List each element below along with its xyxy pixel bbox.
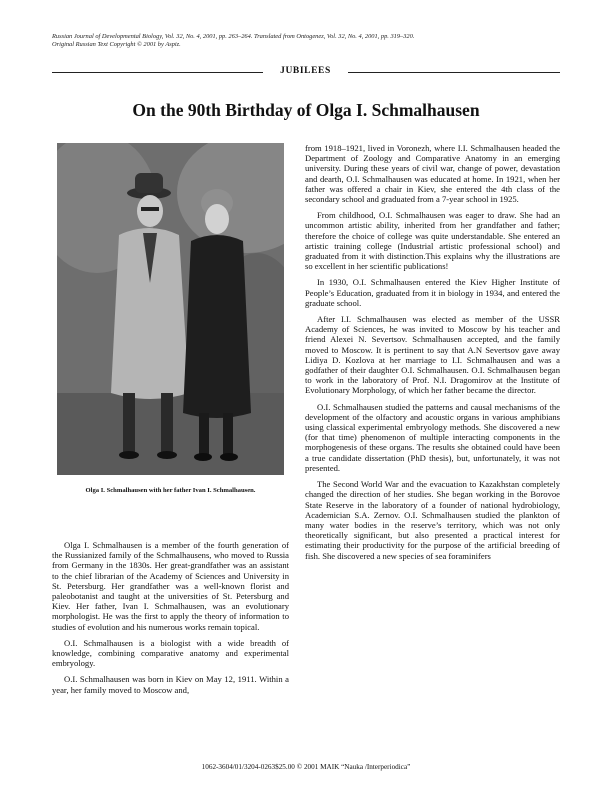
paragraph: From childhood, O.I. Schmalhausen was eager to draw. She had an uncommon artistic ability, inherited from her grandfather and father; therefore the choice of college was quite understandable. She entered an artistic training college (Industrial artistic professional school) and graduated from it with distinction.This explains why the illustrations are so excellent in her scientific publications! bbox=[305, 210, 560, 272]
photo-illustration bbox=[57, 143, 284, 475]
left-column bbox=[52, 540, 289, 701]
header-rule-right bbox=[348, 72, 560, 73]
portrait-photo bbox=[57, 143, 284, 475]
paragraph: Olga I. Schmalhausen is a member of the fourth generation of the Russianized family of the Schmalhausens, who moved to Russia from Germany in the 1830s. Her great-grandfather was an assistant to the chief librarian of the Academy of Sciences and University in St. Petersburg. Her grandfather was a well-known florist and paleobotanist and taught at the universities of St. Petersburg and Kiev. Her father, Ivan I. Schmalhausen, was an evolutionary morphologist. He was the first to apply the theory of information to studies of evolution and his numerous works remain topical. bbox=[52, 540, 289, 632]
header-rule-left bbox=[52, 72, 263, 73]
paragraph: from 1918–1921, lived in Voronezh, where I.I. Schmalhausen headed the Department of Zoology and Comparative Anatomy in an emerging university. During these years of civil war, change of power, devastation and dearth, O.I. Schmalhausen was educated at home. In 1921, when her father was offered a chair in Kiev, she entered the 4th class of the secondary school and graduated from a 7-year school in 1925. bbox=[305, 143, 560, 205]
paragraph: After I.I. Schmalhausen was elected as member of the USSR Academy of Sciences, he was invited to Moscow by his teacher and friend Alexei N. Severtsov. Schmalhausen accepted, and the family moved to Moscow. It is pertinent to say that A.N Severtsov gave away Lidiya D. Kozlova at her marriage to I.I. Schmalhausen and was a godfather of their daughter O.I. Schmalhausen. O.I. Schmalhausen began to work in the laboratory of Prof. N.I. Dragomirov at the Institute of Evolutionary Morphology, of which her father became the director. bbox=[305, 314, 560, 396]
paragraph: The Second World War and the evacuation to Kazakhstan completely changed the direction of her studies. She began working in the Borovoe State Reserve in the laboratory of a founder of national hydrobiology, Academician S.A. Zernov. O.I. Schmalhausen studied the plankton of many water bodies in the reserve’s territory, which was not only theoretically significant, but also presented a practical interest for estimating their productivity for the purpose of the artificial breeding of fish. She discovered a new species of sea foraminifers bbox=[305, 479, 560, 561]
citation-line-2: Original Russian Text Copyright © 2001 by Aspiz. bbox=[52, 41, 181, 49]
citation-line-1: Russian Journal of Developmental Biology, Vol. 32, No. 4, 2001, pp. 263–264. Translated from Ontogenez, Vol. 32, No. 4, 2001, pp. 319–320. bbox=[52, 33, 415, 40]
photo-caption: Olga I. Schmalhausen with her father Ivan I. Schmalhausen. bbox=[85, 487, 256, 494]
paragraph: O.I. Schmalhausen studied the patterns and causal mechanisms of the development of the olfactory and acoustic organs in various amphibians using classical experimental embryology methods. She discovered a new (for that time) phenomenon of multiple interacting components in the morphogenesis of these organs. The results she obtained could have been a true candidate dissertation (PhD thesis), but, unfortunately, it was not presented. bbox=[305, 401, 560, 473]
page-footer: 1062-3604/01/3204-0263$25.00 © 2001 MAIK “Nauka /Interperiodica” bbox=[201, 763, 411, 771]
article-title: On the 90th Birthday of Olga I. Schmalhausen bbox=[132, 100, 480, 120]
citation-block bbox=[52, 33, 572, 50]
section-label: JUBILEES bbox=[280, 66, 331, 76]
paragraph: In 1930, O.I. Schmalhausen entered the Kiev Higher Institute of People’s Education, graduated from it in biology in 1934, and entered the graduate school. bbox=[305, 277, 560, 308]
paragraph: O.I. Schmalhausen was born in Kiev on May 12, 1911. Within a year, her family moved to Moscow and, bbox=[52, 674, 289, 695]
right-column bbox=[305, 143, 560, 567]
paragraph: O.I. Schmalhausen is a biologist with a wide breadth of knowledge, combining comparative anatomy and experimental embryology. bbox=[52, 637, 289, 669]
